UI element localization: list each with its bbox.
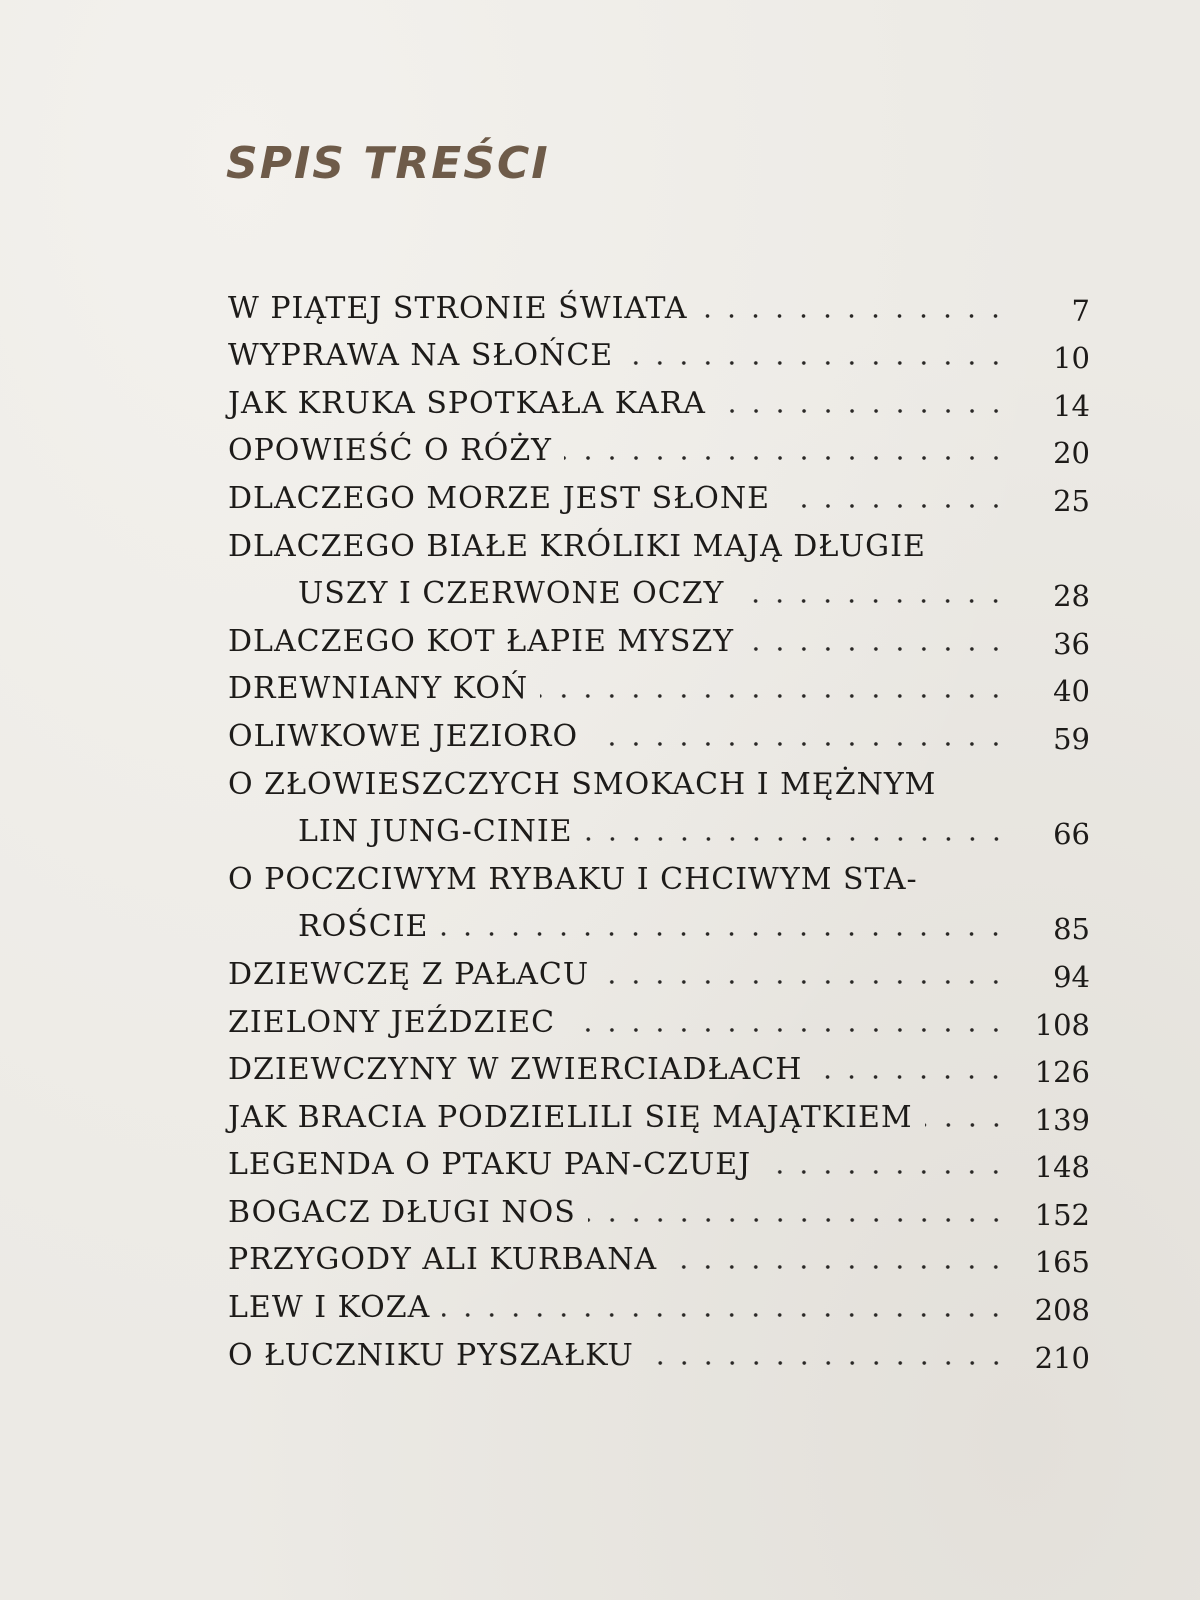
toc-entry-title: DLACZEGO KOT ŁAPIE MYSZY xyxy=(228,623,735,659)
toc-page-number: 40 xyxy=(1053,674,1090,709)
toc-entry xyxy=(228,520,1090,615)
toc-entry-line xyxy=(228,1139,1090,1187)
dot-leader xyxy=(440,932,1008,936)
toc-page-number: 139 xyxy=(1034,1102,1090,1137)
dot-leader xyxy=(669,1265,1008,1269)
toc-entry xyxy=(228,710,1090,758)
dot-leader xyxy=(646,1361,1008,1365)
toc-entry-title: JAK KRUKA SPOTKAŁA KARA xyxy=(228,385,706,421)
toc-entry-line xyxy=(228,1044,1090,1092)
toc-entry-title: O POCZCIWYM RYBAKU I CHCIWYM STA- xyxy=(228,861,918,897)
toc-entry-line xyxy=(228,282,1090,330)
toc-entry xyxy=(228,1044,1090,1092)
toc-entry xyxy=(228,472,1090,520)
toc-entry-title: DZIEWCZĘ Z PAŁACU xyxy=(228,956,590,992)
toc-entry xyxy=(228,282,1090,330)
toc-entry-line xyxy=(228,568,1090,616)
toc-entry-title: ROŚCIE xyxy=(298,909,429,945)
toc-entry-title: DREWNIANY KOŃ xyxy=(228,671,529,707)
toc-entry-line xyxy=(228,425,1090,473)
dot-leader xyxy=(782,504,1008,508)
toc-page-number: 25 xyxy=(1053,483,1090,518)
toc-entry-title: DZIEWCZYNY W ZWIERCIADŁACH xyxy=(228,1052,803,1088)
dot-leader xyxy=(699,314,1008,318)
toc-entry-line xyxy=(228,520,1090,568)
toc-page-number: 208 xyxy=(1034,1293,1090,1328)
toc-entry-line xyxy=(228,1091,1090,1139)
toc-entry-title: O ŁUCZNIKU PYSZAŁKU xyxy=(228,1337,634,1373)
toc-entry xyxy=(228,1139,1090,1187)
toc-entry-title: PRZYGODY ALI KURBANA xyxy=(228,1242,658,1278)
toc-entry-line xyxy=(228,1281,1090,1329)
toc-entry xyxy=(228,948,1090,996)
toc-entry xyxy=(228,615,1090,663)
toc-entry-title: LIN JUNG-CINIE xyxy=(298,814,573,850)
dot-leader xyxy=(736,599,1008,603)
toc-entry-title: O ZŁOWIESZCZYCH SMOKACH I MĘŻNYM xyxy=(228,766,937,802)
toc-page-number: 28 xyxy=(1053,579,1090,614)
toc-page-number: 94 xyxy=(1053,959,1090,994)
toc-entry-line xyxy=(228,1234,1090,1282)
toc-page-number: 36 xyxy=(1053,626,1090,661)
toc-entry-title: OPOWIEŚĆ O RÓŻY xyxy=(228,433,552,469)
toc-page-number: 10 xyxy=(1053,341,1090,376)
table-of-contents xyxy=(228,282,1090,1377)
toc-page-number: 14 xyxy=(1053,388,1090,423)
toc-entry-line xyxy=(228,710,1090,758)
toc-entry-title: W PIĄTEJ STRONIE ŚWIATA xyxy=(228,290,688,326)
toc-page-number: 152 xyxy=(1034,1197,1090,1232)
toc-entry-title: DLACZEGO MORZE JEST SŁONE xyxy=(228,480,771,516)
toc-page-number: 85 xyxy=(1053,912,1090,947)
toc-entry xyxy=(228,1186,1090,1234)
dot-leader xyxy=(564,456,1008,460)
toc-entry xyxy=(228,1281,1090,1329)
toc-entry-line xyxy=(228,853,1090,901)
toc-page-number: 126 xyxy=(1034,1055,1090,1090)
dot-leader xyxy=(567,1028,1008,1032)
dot-leader xyxy=(814,1075,1008,1079)
toc-page-number: 148 xyxy=(1034,1150,1090,1185)
dot-leader xyxy=(925,1123,1008,1127)
toc-entry-line xyxy=(228,1329,1090,1377)
toc-entry xyxy=(228,377,1090,425)
toc-entry-title: ZIELONY JEŹDZIEC xyxy=(228,1004,556,1040)
dot-leader xyxy=(588,1218,1008,1222)
dot-leader xyxy=(442,1313,1008,1317)
toc-entry-line xyxy=(228,1186,1090,1234)
dot-leader xyxy=(601,980,1008,984)
dot-leader xyxy=(763,1170,1008,1174)
toc-entry-line xyxy=(228,758,1090,806)
dot-leader xyxy=(590,742,1008,746)
toc-page-number: 165 xyxy=(1034,1245,1090,1280)
toc-page-number: 20 xyxy=(1053,436,1090,471)
toc-entry-line xyxy=(228,377,1090,425)
toc-page-number: 7 xyxy=(1071,293,1090,328)
toc-entry xyxy=(228,330,1090,378)
toc-entry-line xyxy=(228,472,1090,520)
page-title: SPIS TREŚCI xyxy=(226,138,550,189)
dot-leader xyxy=(540,694,1008,698)
toc-page-number: 66 xyxy=(1053,817,1090,852)
toc-entry xyxy=(228,758,1090,853)
toc-page-number: 108 xyxy=(1034,1007,1090,1042)
dot-leader xyxy=(585,837,1008,841)
toc-entry-line xyxy=(228,901,1090,949)
toc-entry-title: BOGACZ DŁUGI NOS xyxy=(228,1194,576,1230)
toc-page-number: 210 xyxy=(1034,1340,1090,1375)
toc-entry xyxy=(228,663,1090,711)
dot-leader xyxy=(746,647,1008,651)
toc-entry-line xyxy=(228,663,1090,711)
dot-leader xyxy=(625,361,1008,365)
toc-entry xyxy=(228,1329,1090,1377)
toc-entry xyxy=(228,1091,1090,1139)
toc-entry xyxy=(228,853,1090,948)
toc-entry-line xyxy=(228,806,1090,854)
toc-entry-title: OLIWKOWE JEZIORO xyxy=(228,718,579,754)
toc-entry-title: JAK BRACIA PODZIELILI SIĘ MAJĄTKIEM xyxy=(228,1099,913,1135)
toc-entry-title: USZY I CZERWONE OCZY xyxy=(298,576,725,612)
toc-entry xyxy=(228,996,1090,1044)
dot-leader xyxy=(718,409,1008,413)
toc-page-number: 59 xyxy=(1053,721,1090,756)
toc-entry-title: WYPRAWA NA SŁOŃCE xyxy=(228,338,614,374)
toc-entry-line xyxy=(228,330,1090,378)
toc-entry xyxy=(228,1234,1090,1282)
toc-entry-line xyxy=(228,996,1090,1044)
toc-entry-title: DLACZEGO BIAŁE KRÓLIKI MAJĄ DŁUGIE xyxy=(228,528,926,564)
toc-entry-title: LEW I KOZA xyxy=(228,1290,431,1326)
toc-entry xyxy=(228,425,1090,473)
toc-entry-title: LEGENDA O PTAKU PAN-CZUEJ xyxy=(228,1147,752,1183)
toc-entry-line xyxy=(228,615,1090,663)
toc-entry-line xyxy=(228,948,1090,996)
